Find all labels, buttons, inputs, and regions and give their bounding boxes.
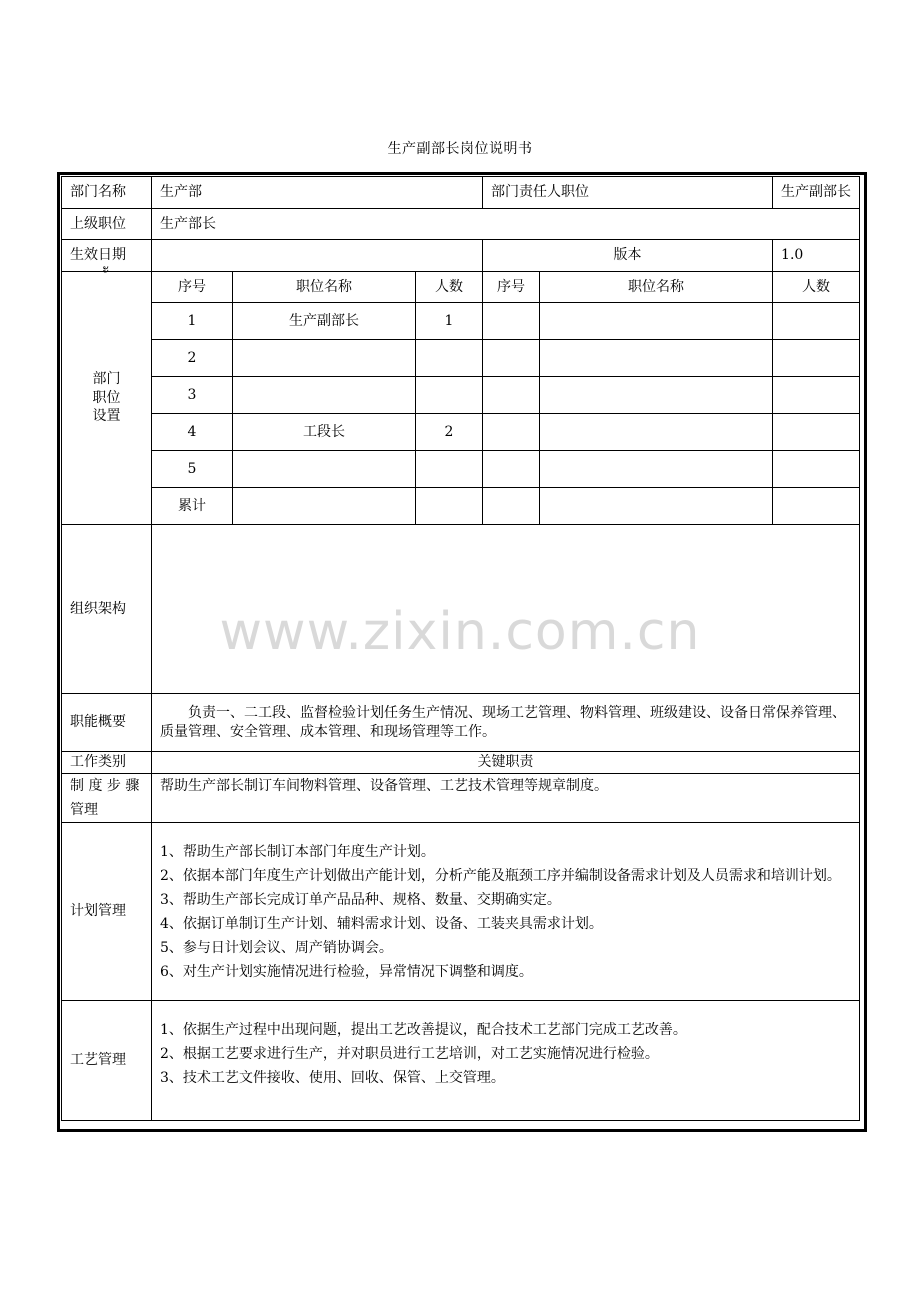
position-total-row: [62, 488, 860, 525]
col-header-count-2: 人数: [773, 272, 860, 303]
procedures-row: [62, 774, 860, 823]
dept-row: [62, 177, 860, 209]
position-seq: 4: [152, 414, 233, 451]
position-title: 工段长: [233, 414, 416, 451]
position-title-right: [540, 303, 773, 340]
position-count: 2: [416, 414, 483, 451]
position-seq-right: [483, 414, 540, 451]
version-label: 版本: [483, 240, 773, 272]
stray-mark: ะ: [102, 261, 110, 277]
position-title-right: [540, 451, 773, 488]
org-structure-area: [152, 525, 860, 694]
craft-management-row: [62, 1001, 860, 1121]
responsible-label: 部门责任人职位: [483, 177, 773, 209]
position-seq-right: [483, 451, 540, 488]
position-seq: 2: [152, 340, 233, 377]
position-count: [416, 451, 483, 488]
plan-item: 5、参与日计划会议、周产销协调会。: [160, 939, 393, 956]
position-count: [416, 377, 483, 414]
position-count-right: [773, 488, 860, 525]
col-header-seq-1: 序号: [152, 272, 233, 303]
work-category-value: 关键职责: [152, 752, 860, 774]
superior-row: [62, 209, 860, 240]
position-row: [62, 377, 860, 414]
dept-name-label: 部门名称: [62, 177, 152, 209]
effective-row: [62, 240, 860, 272]
org-structure-label: 组织架构: [62, 525, 152, 694]
superior-value: 生产部长: [152, 209, 860, 240]
document-title: 生产副部长岗位说明书: [387, 141, 533, 157]
position-count-right: [773, 414, 860, 451]
position-title: 生产副部长: [233, 303, 416, 340]
procedures-label: 制 度 步 骤 管理: [62, 774, 152, 823]
col-header-count-1: 人数: [416, 272, 483, 303]
position-count: [416, 340, 483, 377]
position-title-right: [540, 488, 773, 525]
position-row: [62, 303, 860, 340]
position-seq: 5: [152, 451, 233, 488]
position-seq-right: [483, 340, 540, 377]
position-seq-right: [483, 377, 540, 414]
position-title-right: [540, 414, 773, 451]
position-count-right: [773, 340, 860, 377]
craft-item: 3、技术工艺文件接收、使用、回收、保管、上交管理。: [160, 1069, 505, 1086]
position-count-right: [773, 377, 860, 414]
col-header-title-2: 职位名称: [540, 272, 773, 303]
watermark-text: www.zixin.com.cn: [219, 602, 701, 662]
work-category-row: [62, 752, 860, 774]
craft-item: 1、依据生产过程中出现问题，提出工艺改善提议，配合技术工艺部门完成工艺改善。: [160, 1021, 687, 1038]
position-count: [416, 488, 483, 525]
position-seq: 1: [152, 303, 233, 340]
position-seq-right: [483, 488, 540, 525]
position-seq: 3: [152, 377, 233, 414]
plan-item: 2、依据本部门年度生产计划做出产能计划，分析产能及瓶颈工序并编制设备需求计划及人员需求和培训计划。: [160, 867, 841, 884]
craft-item: 2、根据工艺要求进行生产，并对职员进行工艺培训，对工艺实施情况进行检验。: [160, 1045, 659, 1062]
version-value: 1.0: [773, 240, 860, 272]
position-total-label: 累计: [152, 488, 233, 525]
position-title: [233, 451, 416, 488]
col-header-seq-2: 序号: [483, 272, 540, 303]
effective-date-label: 生效日期: [62, 240, 152, 272]
plan-item: 1、帮助生产部长制订本部门年度生产计划。: [160, 843, 435, 860]
craft-management-items: [152, 1001, 860, 1121]
position-title: [233, 488, 416, 525]
position-count-right: [773, 303, 860, 340]
work-category-label: 工作类别: [62, 752, 152, 774]
superior-label: 上级职位: [62, 209, 152, 240]
position-count-right: [773, 451, 860, 488]
position-title-right: [540, 377, 773, 414]
plan-management-row: [62, 823, 860, 1001]
plan-item: 6、对生产计划实施情况进行检验，异常情况下调整和调度。: [160, 963, 533, 980]
dept-name-value: 生产部: [152, 177, 483, 209]
position-row: [62, 414, 860, 451]
plan-item: 3、帮助生产部长完成订单产品品种、规格、数量、交期确实定。: [160, 891, 561, 908]
plan-item: 4、依据订单制订生产计划、辅料需求计划、设备、工装夹具需求计划。: [160, 915, 603, 932]
function-summary-label: 职能概要: [62, 694, 152, 752]
positions-header-row: [62, 272, 860, 303]
position-row: [62, 451, 860, 488]
positions-section-label: 部门 职位 设置: [62, 272, 152, 525]
plan-management-items: [152, 823, 860, 1001]
function-summary-row: [62, 694, 860, 752]
effective-date-value: [152, 240, 483, 272]
position-title: [233, 340, 416, 377]
position-title-right: [540, 340, 773, 377]
org-structure-row: [62, 525, 860, 694]
position-row: [62, 340, 860, 377]
function-summary-text: 负责一、二工段、监督检验计划任务生产情况、现场工艺管理、物料管理、班级建设、设备日常保养管理、质量管理、安全管理、成本管理、和现场管理等工作。: [152, 694, 860, 752]
responsible-value: 生产副部长: [773, 177, 860, 209]
position-title: [233, 377, 416, 414]
procedures-text: 帮助生产部长制订车间物料管理、设备管理、工艺技术管理等规章制度。: [152, 774, 860, 823]
col-header-title-1: 职位名称: [233, 272, 416, 303]
position-count: 1: [416, 303, 483, 340]
position-seq-right: [483, 303, 540, 340]
plan-management-label: 计划管理: [62, 823, 152, 1001]
job-description-table: [61, 176, 860, 1121]
craft-management-label: 工艺管理: [62, 1001, 152, 1121]
